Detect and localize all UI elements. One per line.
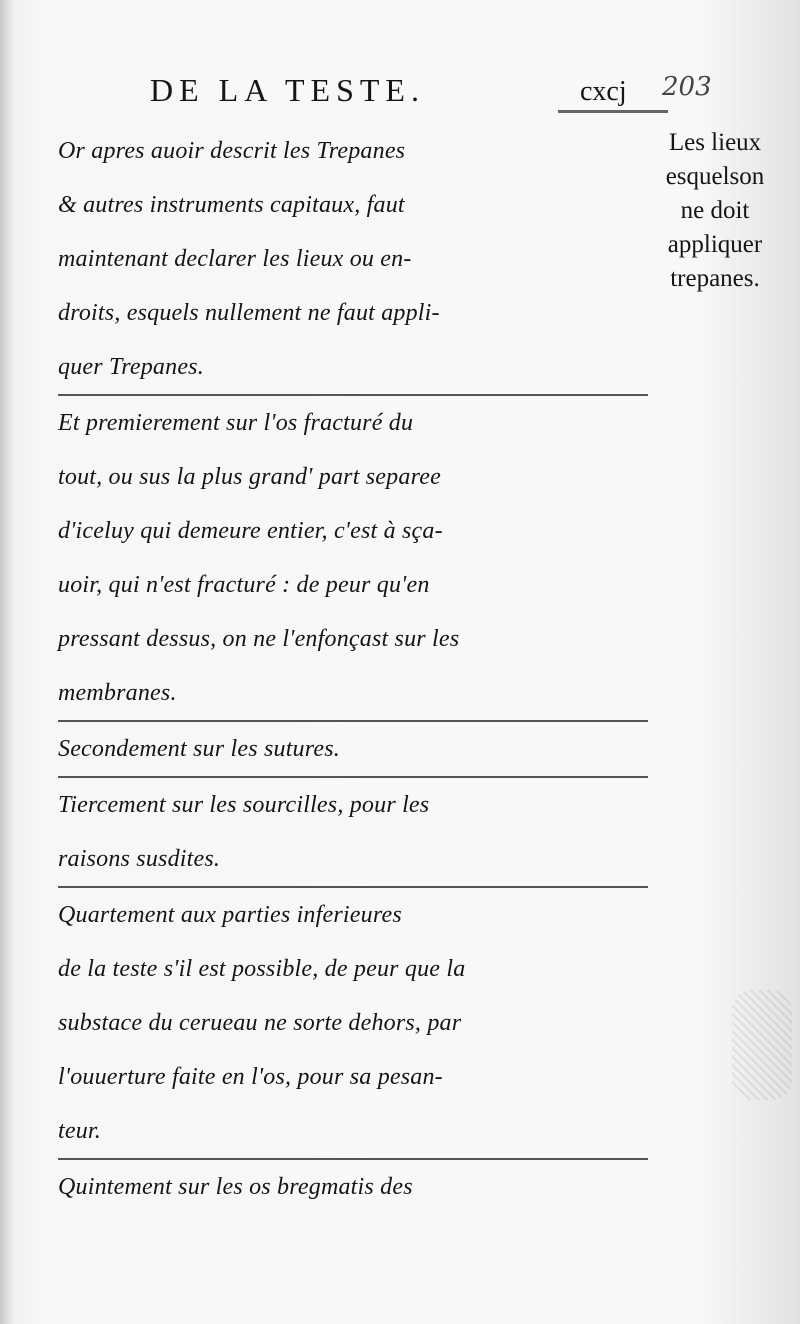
text-line: quer Trepanes.: [58, 354, 204, 380]
text-line: Tiercement sur les sourcilles, pour les: [58, 792, 430, 818]
running-title: DE LA TESTE.: [150, 72, 425, 108]
handwritten-page-number: 203: [662, 72, 712, 102]
paragraph: [58, 1160, 648, 1214]
text-line: droits, esquels nullement ne faut appli-: [58, 300, 440, 326]
paragraph: [58, 778, 648, 886]
folio-underline: [558, 110, 668, 113]
text-line: Quintement sur les os bregmatis des: [58, 1174, 413, 1200]
margin-note-line: trepanes.: [670, 265, 760, 292]
text-line: Quartement aux parties inferieures: [58, 902, 402, 928]
margin-note-line: ne doit: [680, 197, 750, 224]
text-line: substace du cerueau ne sorte dehors, par: [58, 1010, 462, 1036]
text-line: uoir, qui n'est fracturé : de peur qu'en: [58, 572, 430, 598]
text-line: Or apres auoir descrit les Trepanes: [58, 138, 406, 164]
text-line: Secondement sur les sutures.: [58, 736, 340, 762]
paragraph: [58, 396, 648, 720]
paragraph: [58, 722, 648, 776]
paper-stain: [732, 990, 792, 1100]
text-line: d'iceluy qui demeure entier, c'est à sça-: [58, 518, 443, 544]
page-gutter-shadow: [0, 0, 14, 1324]
text-line: Et premierement sur l'os fracturé du: [58, 410, 414, 436]
text-line: tout, ou sus la plus grand' part separee: [58, 464, 441, 490]
text-line: l'ouuerture faite en l'os, pour sa pesan-: [58, 1064, 443, 1090]
paragraph: [58, 124, 648, 394]
body-text: [58, 124, 648, 1214]
text-line: raisons susdites.: [58, 846, 221, 872]
text-line: pressant dessus, on ne l'enfonçast sur les: [58, 626, 460, 652]
margin-note-line: Les lieux: [668, 129, 762, 156]
paragraph: [58, 888, 648, 1158]
text-line: maintenant declarer les lieux ou en-: [58, 246, 412, 272]
folio-number: cxcj: [580, 76, 627, 107]
margin-note: [640, 126, 790, 296]
margin-note-line: appliquer: [667, 231, 763, 258]
page-header: [150, 72, 712, 122]
text-line: & autres instruments capitaux, faut: [58, 192, 405, 218]
text-line: de la teste s'il est possible, de peur que la: [58, 956, 466, 982]
text-line: teur.: [58, 1118, 101, 1144]
text-line: membranes.: [58, 680, 177, 706]
margin-note-line: esquelson: [665, 163, 765, 190]
